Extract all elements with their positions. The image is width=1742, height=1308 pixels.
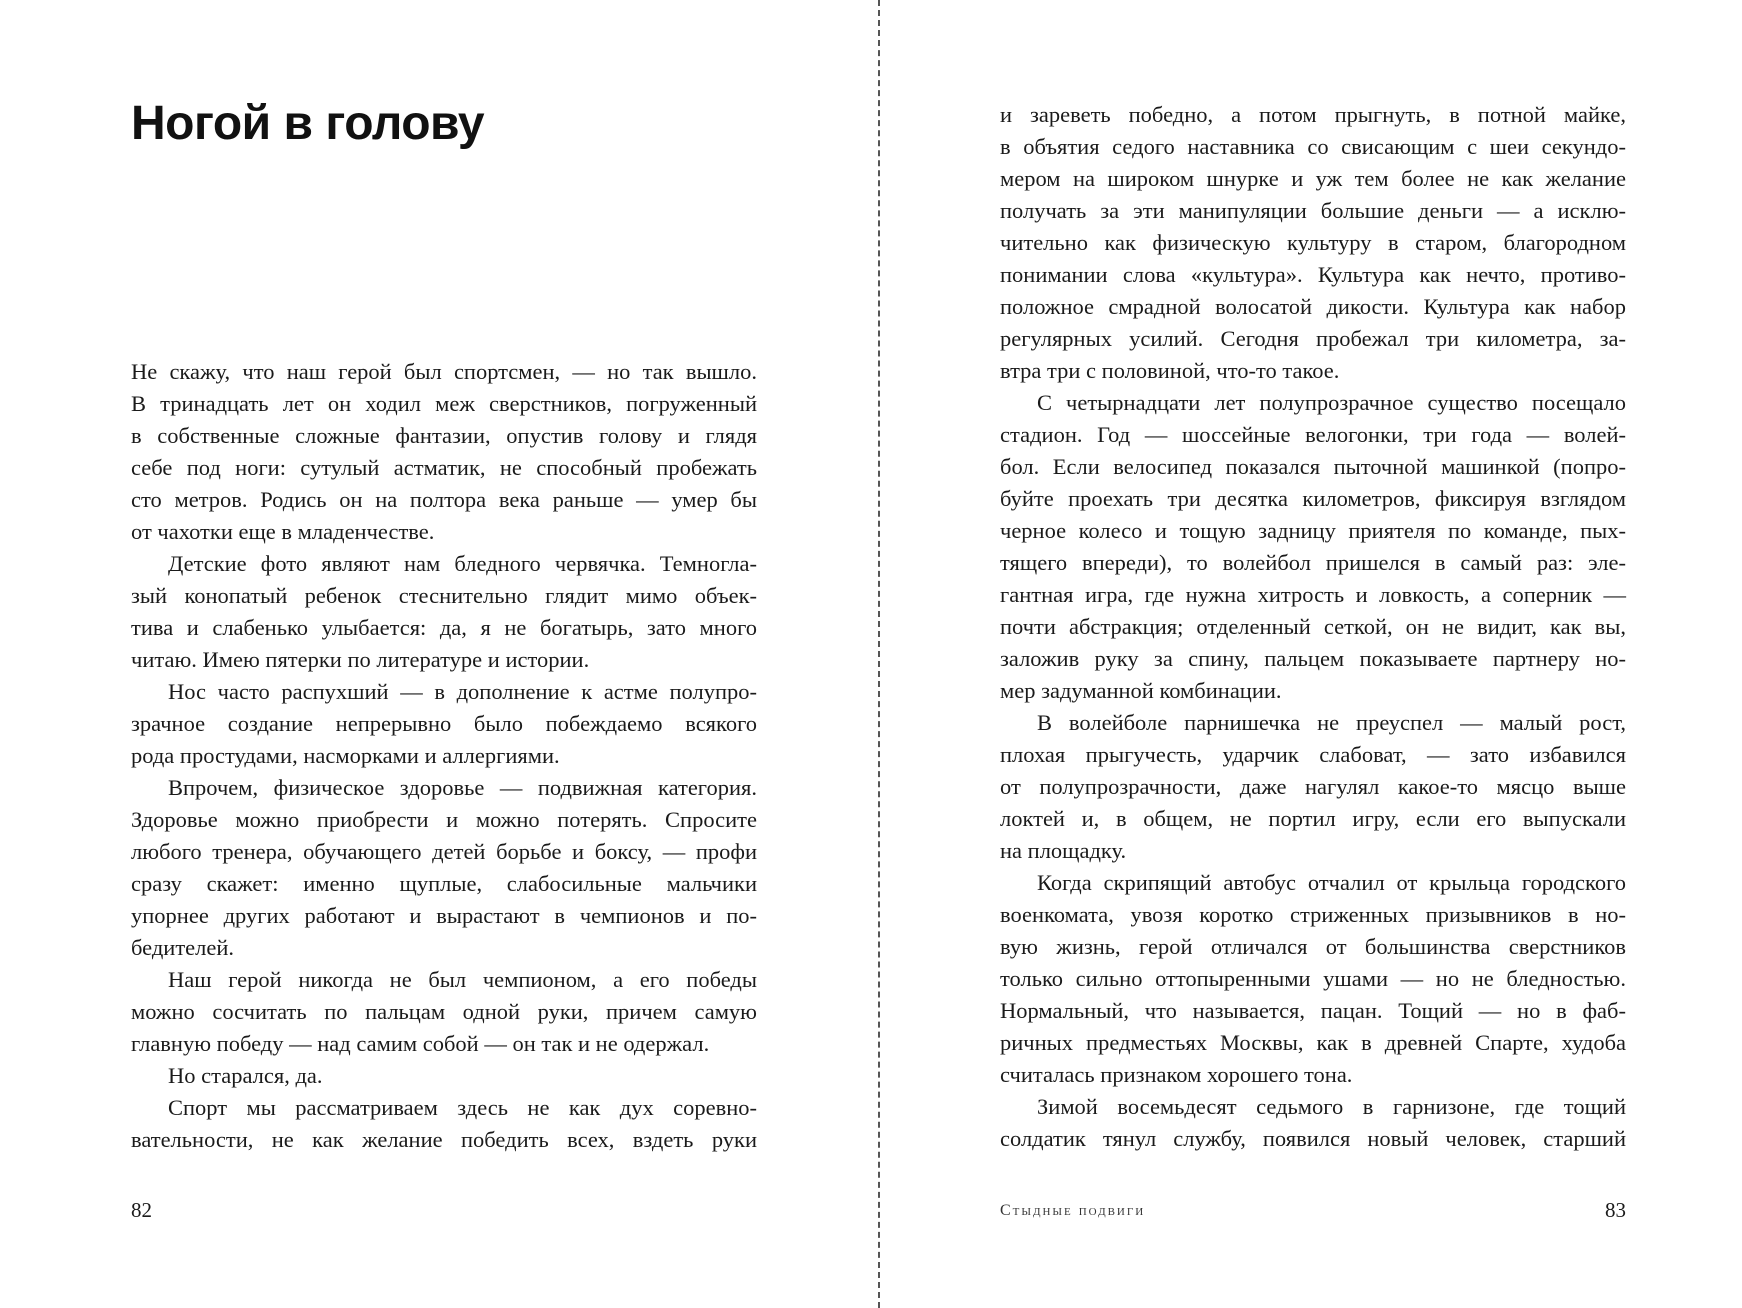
text-line: Впрочем, физическое здоровье — подвижная категория. — [168, 775, 757, 800]
text-line: Нос часто распухший — в дополнение к астме полупро- — [168, 679, 757, 704]
text-line: чительно как физическую культуру в старом, благородном — [1000, 230, 1626, 255]
text-line: буйте проехать три десятка километров, фиксируя взглядом — [1000, 486, 1626, 511]
text-line: на площадку. — [1000, 838, 1127, 863]
text-line: регулярных усилий. Сегодня пробежал три километра, за- — [1000, 326, 1626, 351]
text-line: в объятия седого наставника со свисающим с шеи секундо- — [1000, 134, 1626, 159]
text-line: заложив руку за спину, пальцем показываете партнеру но- — [1000, 646, 1626, 671]
text-line: бедителей. — [131, 935, 235, 960]
paragraph — [131, 548, 757, 676]
paragraph — [1000, 867, 1626, 1091]
text-line: Зимой восемьдесят седьмого в гарнизоне, где тощий — [1037, 1094, 1626, 1119]
text-line: от полупрозрачности, даже нагулял какое-то мясцо выше — [1000, 774, 1626, 799]
text-line: рода простудами, насморками и аллергиями. — [131, 743, 560, 768]
text-line: В волейболе парнишечка не преуспел — малый рост, — [1037, 710, 1626, 735]
text-line: С четырнадцати лет полупрозрачное существо посещало — [1037, 390, 1626, 415]
page-number-left: 82 — [131, 1198, 152, 1222]
text-line: В тринадцать лет он ходил меж сверстников, погруженный — [131, 391, 757, 416]
page-number-right: 83 — [1605, 1198, 1626, 1222]
text-line: плохая прыгучесть, ударчик слабоват, — зато избавился — [1000, 742, 1626, 767]
paragraph — [131, 676, 757, 772]
text-line: черное колесо и тощую задницу приятеля по команде, пых- — [1000, 518, 1626, 543]
text-line: вательности, не как желание победить всех, вздеть руки — [131, 1127, 757, 1152]
text-line: Здоровье можно приобрести и можно потерять. Спросите — [131, 807, 757, 832]
paragraph — [1000, 99, 1626, 387]
text-line: в собственные сложные фантазии, опустив голову и глядя — [131, 423, 757, 448]
text-line: главную победу — над самим собой — он так и не одержал. — [131, 1031, 710, 1056]
text-line: Спорт мы рассматриваем здесь не как дух соревно- — [168, 1095, 757, 1120]
text-line: Наш герой никогда не был чемпионом, а его победы — [168, 967, 757, 992]
text-line: Но старался, да. — [168, 1063, 323, 1088]
paragraph — [1000, 707, 1626, 867]
text-line: зрачное создание непрерывно было побеждаемо всякого — [131, 711, 757, 736]
chapter-title: Ногой в голову — [131, 97, 485, 150]
text-line: упорнее других работают и вырастают в чемпионов и по- — [131, 903, 757, 928]
text-line: солдатик тянул службу, появился новый человек, старший — [1000, 1126, 1626, 1151]
text-line: гантная игра, где нужна хитрость и ловкость, а соперник — — [1000, 582, 1626, 607]
text-line: вую жизнь, герой отличался от большинства сверстников — [1000, 934, 1626, 959]
text-line: военкомата, увозя коротко стриженных призывников в но- — [1000, 902, 1626, 927]
text-line: тива и слабенько улыбается: да, я не богатырь, зато много — [131, 615, 757, 640]
left-body-text — [131, 356, 757, 1156]
text-line: зый конопатый ребенок стеснительно глядит мимо объек- — [131, 583, 757, 608]
paragraph — [131, 964, 757, 1060]
text-line: Нормальный, что называется, пацан. Тощий — но в фаб- — [1000, 998, 1626, 1023]
text-line: понимании слова «культура». Культура как нечто, противо- — [1000, 262, 1626, 287]
text-line: тящего впереди), то волейбол пришелся в самый раз: эле- — [1000, 550, 1626, 575]
text-line: втра три с половиной, что-то такое. — [1000, 358, 1340, 383]
text-line: себе под ноги: сутулый астматик, не способный пробежать — [131, 455, 757, 480]
paragraph — [1000, 387, 1626, 707]
text-line: положное смрадной волосатой дикости. Культура как набор — [1000, 294, 1626, 319]
paragraph — [131, 356, 757, 548]
text-line: локтей и, в общем, не портил игру, если его выпускали — [1000, 806, 1626, 831]
right-body-text — [1000, 99, 1626, 1155]
text-line: сто метров. Родись он на полтора века раньше — умер бы — [131, 487, 757, 512]
text-line: ричных предместьях Москвы, как в древней Спарте, худоба — [1000, 1030, 1626, 1055]
text-line: получать за эти манипуляции большие деньги — а исклю- — [1000, 198, 1626, 223]
text-line: можно сосчитать по пальцам одной руки, причем самую — [131, 999, 757, 1024]
text-line: почти абстракция; отделенный сеткой, он не видит, как вы, — [1000, 614, 1626, 639]
text-line: читаю. Имею пятерки по литературе и истории. — [131, 647, 590, 672]
text-line: только сильно оттопыренными ушами — но не бледностью. — [1000, 966, 1626, 991]
text-line: сразу скажет: именно щуплые, слабосильные мальчики — [131, 871, 757, 896]
paragraph — [131, 1092, 757, 1156]
right-page — [880, 0, 1742, 1308]
text-line: бол. Если велосипед показался пыточной машинкой (попро- — [1000, 454, 1626, 479]
text-line: мером на широком шнурке и уж тем более не как желание — [1000, 166, 1626, 191]
paragraph — [1000, 1091, 1626, 1155]
text-line: и зареветь победно, а потом прыгнуть, в потной майке, — [1000, 102, 1626, 127]
text-line: от чахотки еще в младенчестве. — [131, 519, 435, 544]
text-line: считалась признаком хорошего тона. — [1000, 1062, 1353, 1087]
text-line: Не скажу, что наш герой был спортсмен, — но так вышло. — [131, 359, 757, 384]
text-line: любого тренера, обучающего детей борьбе и боксу, — профи — [131, 839, 757, 864]
text-line: мер задуманной комбинации. — [1000, 678, 1282, 703]
text-line: стадион. Год — шоссейные велогонки, три года — волей- — [1000, 422, 1626, 447]
running-head: Стыдные подвиги — [1000, 1202, 1146, 1219]
text-line: Детские фото являют нам бледного червячка. Темногла- — [168, 551, 757, 576]
paragraph — [131, 1060, 757, 1092]
paragraph — [131, 772, 757, 964]
text-line: Когда скрипящий автобус отчалил от крыльца городского — [1037, 870, 1626, 895]
